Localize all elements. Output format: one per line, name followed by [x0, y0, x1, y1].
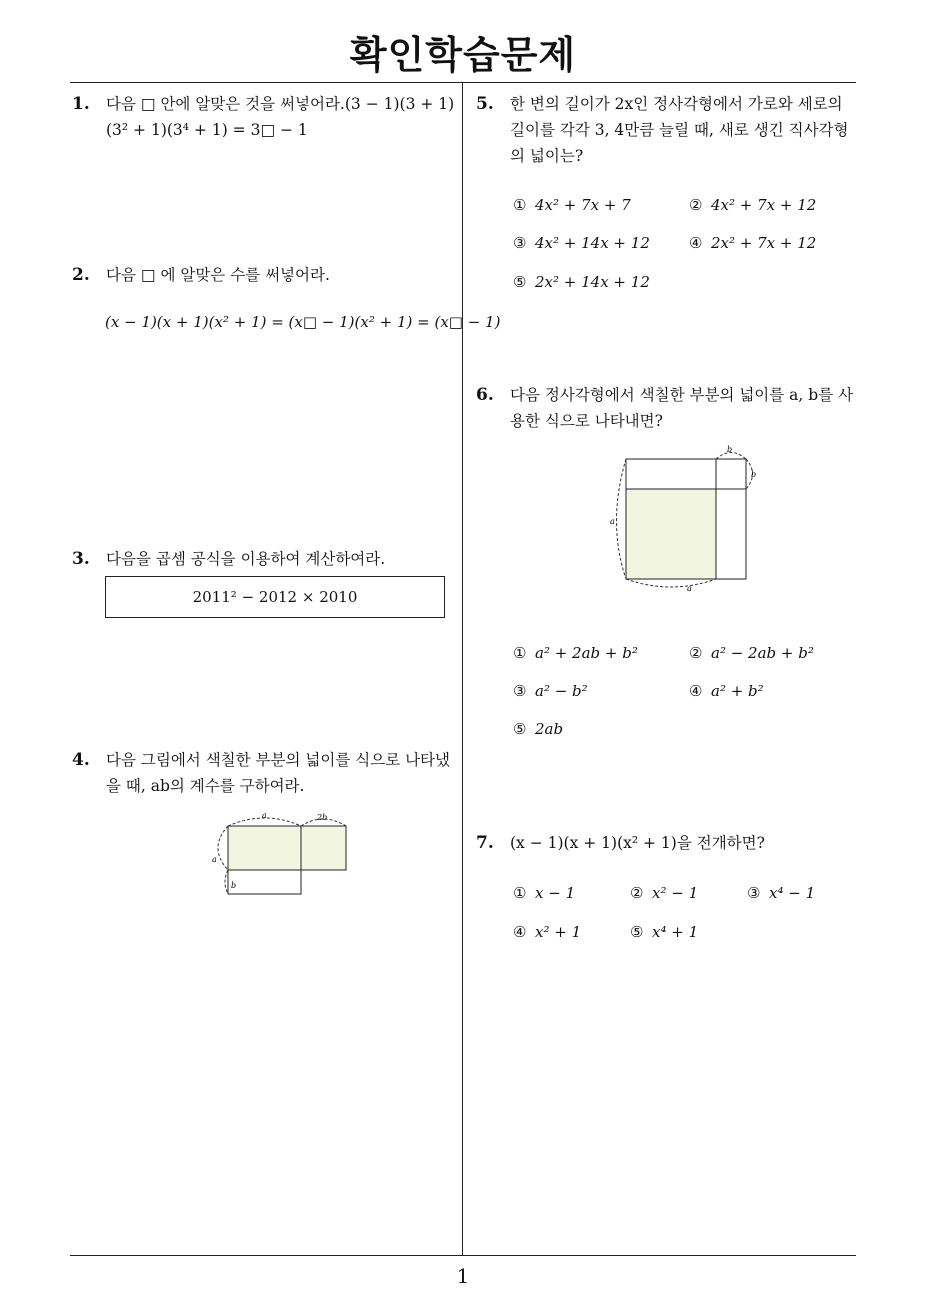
top-rule — [70, 82, 856, 83]
q7-choice-4[interactable]: ④ x² + 1 — [513, 923, 582, 941]
question-4-figure — [205, 808, 355, 903]
q5-choice-4[interactable]: ④ 2x² + 7x + 12 — [689, 234, 817, 252]
q5-choice-5[interactable]: ⑤ 2x² + 14x + 12 — [513, 273, 650, 291]
q6-choice-5[interactable]: ⑤ 2ab — [513, 720, 564, 738]
label-a-left: a — [610, 517, 615, 526]
question-7 — [476, 830, 861, 856]
q5-choice-2[interactable]: ② 4x² + 7x + 12 — [689, 196, 817, 214]
question-3 — [72, 546, 458, 572]
q6-choice-4[interactable]: ④ a² + b² — [689, 682, 764, 700]
question-number: 1. — [72, 94, 90, 114]
question-text: 다음 □ 에 알맞은 수를 써넣어라. — [106, 266, 330, 284]
q5-choice-3[interactable]: ③ 4x² + 14x + 12 — [513, 234, 650, 252]
question-6-figure — [605, 443, 765, 598]
label-b-right: b — [751, 470, 757, 479]
question-text: 한 변의 길이가 2x인 정사각형에서 가로와 세로의 길이를 각각 3, 4만큼 늘릴 때, 새로 생긴 직사각형의 넓이는? — [510, 95, 849, 165]
question-text: (x − 1)(x + 1)(x² + 1)을 전개하면? — [510, 834, 765, 852]
question-number: 7. — [476, 833, 494, 853]
q5-choice-1[interactable]: ① 4x² + 7x + 7 — [513, 196, 631, 214]
question-5 — [476, 91, 861, 169]
question-text: 다음 그림에서 색칠한 부분의 넓이를 식으로 나타냈을 때, ab의 계수를 구하여라. — [106, 751, 450, 795]
brace-a-bottom — [626, 579, 716, 587]
question-3-boxed-expression: 2011² − 2012 × 2010 — [105, 576, 445, 618]
label-2b-top: 2b — [317, 813, 328, 822]
q7-choice-1[interactable]: ① x − 1 — [513, 884, 576, 902]
label-a-left: a — [212, 855, 217, 864]
question-number: 5. — [476, 94, 494, 114]
q7-choice-3[interactable]: ③ x⁴ − 1 — [747, 884, 816, 902]
question-text: 다음 정사각형에서 색칠한 부분의 넓이를 a, b를 사용한 식으로 나타내면? — [510, 386, 854, 430]
question-2-formula: (x − 1)(x + 1)(x² + 1) = (x□ − 1)(x² + 1) = (x□ − 1) — [105, 313, 501, 331]
brace-a-left — [218, 826, 228, 870]
question-number: 4. — [72, 750, 90, 770]
label-a-top: a — [262, 811, 267, 820]
label-b-left: b — [231, 881, 237, 890]
question-4 — [72, 747, 458, 799]
question-6 — [476, 382, 861, 434]
small-square — [716, 459, 746, 489]
q7-choice-5[interactable]: ⑤ x⁴ + 1 — [630, 923, 699, 941]
question-2 — [72, 262, 458, 288]
unshaded-strip — [228, 870, 301, 894]
bottom-rule — [70, 1255, 856, 1256]
q6-choice-2[interactable]: ② a² − 2ab + b² — [689, 644, 814, 662]
question-number: 2. — [72, 265, 90, 285]
column-divider — [462, 83, 463, 1255]
question-text: 다음을 곱셈 공식을 이용하여 계산하여라. — [106, 550, 386, 568]
question-text: 다음 □ 안에 알맞은 것을 써넣어라.(3 − 1)(3 + 1)(3² + 1)(3⁴ + 1) = 3□ − 1 — [106, 95, 455, 139]
shaded-square — [626, 489, 716, 579]
page-number: 1 — [456, 1264, 470, 1288]
q6-choice-3[interactable]: ③ a² − b² — [513, 682, 588, 700]
question-number: 6. — [476, 385, 494, 405]
label-a-bottom: a — [687, 584, 692, 593]
question-1 — [72, 91, 458, 143]
shaded-region-left — [228, 826, 301, 870]
brace-a-left — [617, 459, 627, 579]
question-number: 3. — [72, 549, 90, 569]
label-b-top: b — [727, 445, 733, 454]
page-title: 확인학습문제 — [349, 33, 577, 77]
q6-choice-1[interactable]: ① a² + 2ab + b² — [513, 644, 638, 662]
q7-choice-2[interactable]: ② x² − 1 — [630, 884, 699, 902]
shaded-region-right — [301, 826, 346, 870]
